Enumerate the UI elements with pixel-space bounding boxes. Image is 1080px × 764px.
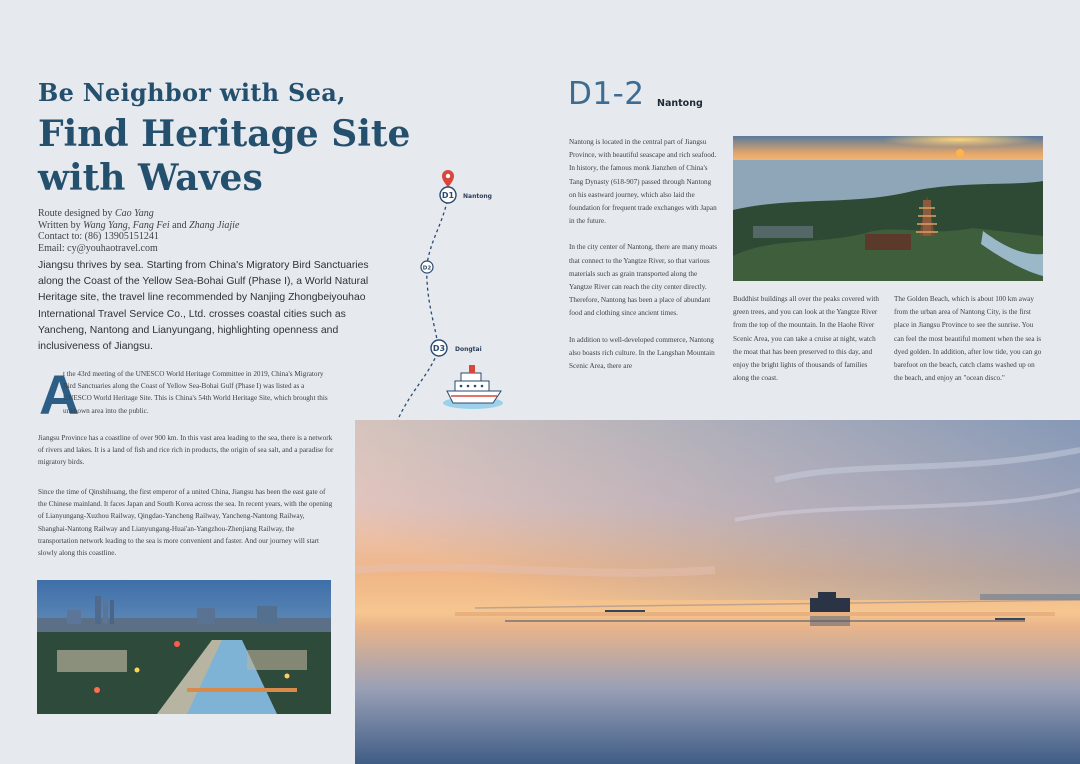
drop-cap: A xyxy=(39,363,80,426)
city-canal-photo xyxy=(37,580,331,714)
credit-route xyxy=(38,208,358,220)
credits xyxy=(38,208,358,254)
nantong-paragraph-3: In addition to well-developed commerce, Nantong also boasts rich culture. In the Langshan Mountain Scenic Area, there are xyxy=(569,335,715,371)
stop-d2-code: D2 xyxy=(422,265,432,272)
stop-d2-marker xyxy=(421,261,433,273)
nantong-column-3 xyxy=(894,293,1044,398)
nantong-paragraph-4: Buddhist buildings all over the peaks covered with green trees, and you can look at the Yangtze River from the top of the mountain. In the Haohe River Scenic Area, you can take a cruise at night, watch the moat that has been preserved to this day, and enjoy the bright lights of thousands of families along the coast. xyxy=(733,295,879,383)
golden-beach-sunset-photo xyxy=(355,420,1080,764)
credit-contact: Contact to: (86) 13905151241 xyxy=(38,231,159,242)
credit-route-name: Cao Yang xyxy=(114,208,154,219)
stop-d3-code: D3 xyxy=(432,344,446,353)
credit-written-prefix: Written by xyxy=(38,219,84,231)
day-heading: D1-2 xyxy=(568,76,645,112)
stop-label-nantong: Nantong xyxy=(463,193,492,200)
title-line-2: Find Heritage Site with Waves xyxy=(38,113,411,199)
credit-written-and: and xyxy=(169,219,190,231)
stop-label-dongtai: Dongtai xyxy=(455,346,482,353)
nantong-paragraph-5: The Golden Beach, which is about 100 km away from the urban area of Nantong City, is the first place in Jiangsu Province to see the sunrise. You can feel the most beautiful moment when the sea is dyed golden. In addition, after low tide, you can go barefoot on the beach, catch clams washed up on the beach, and enjoy an "ocean disco." xyxy=(894,295,1042,383)
body-paragraph-1: t the 43rd meeting of the UNESCO World Heritage Committee in 2019, China's Migratory Bird Sanctuaries along the Coast of Yellow Sea-Bohai Gulf (Phase I) was listed as a UNESCO World Heritage Site. This is China's 54th World Heritage Site, which brought this unknown area into the public. xyxy=(63,370,328,415)
nantong-column-1 xyxy=(569,136,719,386)
stop-d3-marker xyxy=(431,340,447,356)
pagoda-photo xyxy=(733,136,1043,281)
location-pin-icon xyxy=(442,170,454,187)
intro-paragraph: Jiangsu thrives by sea. Starting from China's Migratory Bird Sanctuaries along the Coast of the Yellow Sea-Bohai Gulf (Phase I), a World Natural Heritage site, the travel line recommended by Nanjing Zhongbeiyouhao International Travel Service Co., Ltd. crosses coastal cities such as Yancheng, Nantong and Lianyungang, highlighting openness and inclusiveness of Jiangsu. xyxy=(38,260,369,353)
nantong-column-2 xyxy=(733,293,883,398)
credit-route-prefix: Route designed by xyxy=(38,208,115,219)
credit-writer-names-b: Zhang Jiajie xyxy=(189,219,240,231)
nantong-paragraph-1: Nantong is located in the central part of Jiangsu Province, with beautiful seascape and rich seafood. In history, the famous monk Jianzhen of China's Tang Dynasty (618-907) passed through Nantong on his eastward journey, which also laid the foundation for frequent trade exchanges with Japan in the future. xyxy=(569,138,717,226)
credit-writer-names-a: Wang Yang, Fang Fei xyxy=(83,219,170,231)
credit-email: Email: cy@youhaotravel.com xyxy=(38,242,158,254)
day-city: Nantong xyxy=(657,98,703,109)
stop-d1-code: D1 xyxy=(441,191,455,200)
cruise-ship-icon xyxy=(443,365,503,409)
title-line-1: Be Neighbor with Sea, xyxy=(38,78,346,107)
body-paragraph-3: Since the time of Qinshihuang, the first emperor of a united China, Jiangsu has been the east gate of the Chinese mainland. It faces Japan and South Korea across the sea. In recent years, with the opening of Lianyungang-Xuzhou Railway, Qingdao-Yancheng Railway, Yancheng-Nantong Railway, Shanghai-Nantong Railway and Lianyungang-Huai'an-Yangzhou-Zhenjiang Railway, the transportation network leading to the sea is more convenient and faster. And our journey will start slowly along this coastline. xyxy=(38,488,333,558)
body-paragraph-2: Jiangsu Province has a coastline of over 900 km. In this vast area leading to the sea, there is a network of rivers and lakes. It is a land of fish and rice rich in products, the origin of sea salt, and a paradise for migratory birds. xyxy=(38,434,334,467)
stop-d1-marker xyxy=(440,187,456,203)
credit-writers xyxy=(38,220,358,232)
nantong-paragraph-2: In the city center of Nantong, there are many moats that connect to the Yangtze River, so that various materials such as grain transported along the Yangtze River can reach the city center directly. Therefore, Nantong has been a place of abundant food and clothing since ancient times. xyxy=(569,243,718,318)
